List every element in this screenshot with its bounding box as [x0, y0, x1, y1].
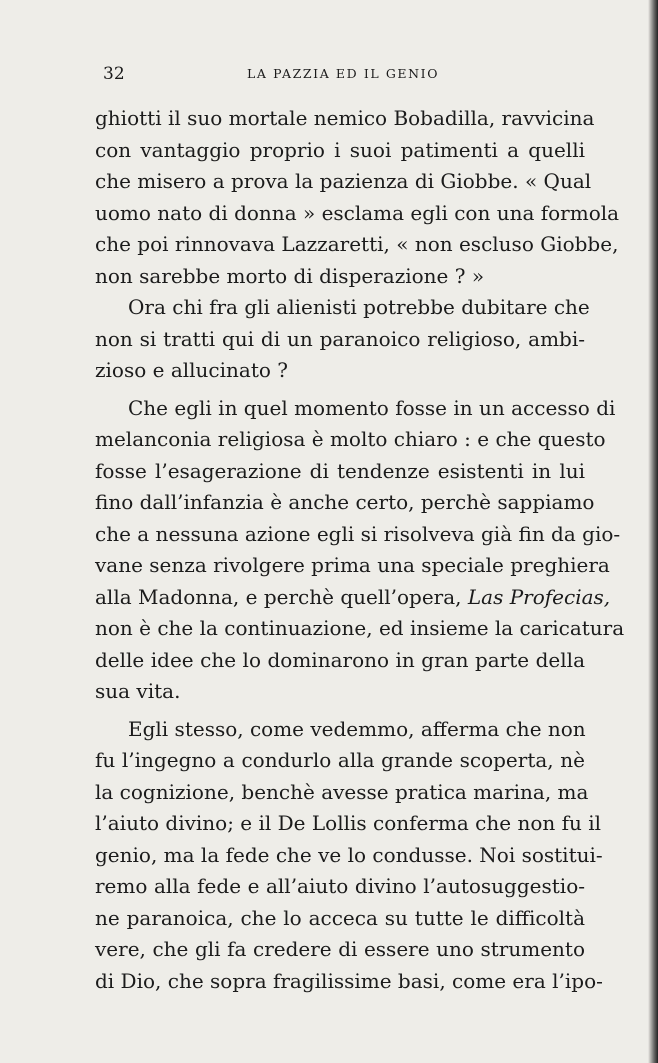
page-edge-shadow: [648, 0, 658, 1063]
paragraph-1: [95, 103, 620, 292]
text-line: fino dall’infanzia è anche certo, perchè sappiamo: [95, 490, 595, 514]
running-title: LA PAZZIA ED IL GENIO: [247, 66, 440, 81]
text-line: delle idee che lo dominarono in gran parte della: [95, 647, 585, 672]
text-line: Ora chi fra gli alienisti potrebbe dubitare che: [128, 295, 590, 319]
text-line-with-title: [95, 582, 611, 614]
paragraph-2: [95, 292, 590, 387]
text-line: non sarebbe morto di disperazione ? »: [95, 263, 485, 288]
text-line: l’aiuto divino; e il De Lollis conferma che non fu il: [95, 811, 602, 835]
text-line: fosse l’esagerazione di tendenze esistenti in lui: [95, 458, 585, 483]
text-line: vane senza rivolgere prima una speciale preghiera: [95, 553, 610, 577]
text-line: che poi rinnovava Lazzaretti, « non escluso Giobbe,: [95, 232, 619, 256]
text-line: Egli stesso, come vedemmo, afferma che non: [128, 716, 586, 741]
text-line: la cognizione, benchè avesse pratica marina, ma: [95, 779, 589, 804]
body-text: [95, 103, 625, 997]
text-line: ghiotti il suo mortale nemico Bobadilla, ravvicina: [95, 106, 595, 130]
text-line: Che egli in quel momento fosse in un accesso di: [128, 395, 616, 420]
paragraph-3: [95, 393, 625, 708]
page-header: [103, 64, 583, 86]
paragraph-4: [95, 714, 603, 998]
text-line: vere, che gli fa credere di essere uno strumento: [95, 937, 585, 961]
book-title: Las Profecias,: [467, 584, 611, 609]
text-line: non si tratti qui di un paranoico religioso, ambi-: [95, 326, 585, 351]
text-line: di Dio, che sopra fragilissime basi, come era l’ipo-: [95, 968, 603, 993]
text-line: non è che la continuazione, ed insieme la caricatura: [95, 616, 625, 640]
text-line: che a nessuna azione egli si risolveva già fin da gio-: [95, 521, 621, 546]
text-line: con vantaggio proprio i suoi patimenti a quelli: [95, 137, 585, 162]
text-line: remo alla fede e all’aiuto divino l’autosuggestio-: [95, 874, 585, 898]
line-text: alla Madonna, e perchè quell’opera,: [95, 584, 468, 609]
text-line: uomo nato di donna » esclama egli con una formola: [95, 200, 620, 225]
text-line: sua vita.: [95, 679, 181, 703]
text-line: fu l’ingegno a condurlo alla grande scoperta, nè: [95, 748, 585, 772]
page-number: 32: [103, 64, 125, 84]
text-line: ne paranoica, che lo acceca su tutte le difficoltà: [95, 905, 585, 930]
text-line: zioso e allucinato ?: [95, 358, 288, 382]
text-line: melanconia religiosa è molto chiaro : e che questo: [95, 427, 606, 451]
text-line: genio, ma la fede che ve lo condusse. Noi sostitui-: [95, 842, 603, 867]
text-line: che misero a prova la pazienza di Giobbe. « Qual: [95, 169, 592, 193]
